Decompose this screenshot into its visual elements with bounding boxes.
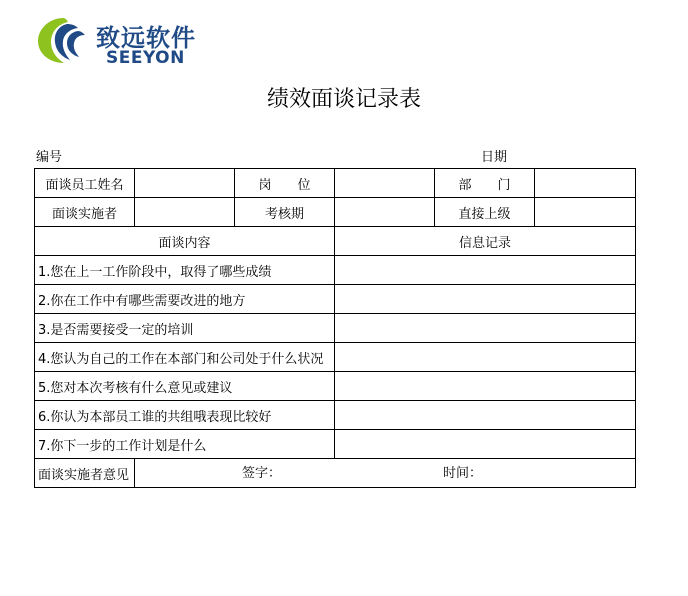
- review-period-field[interactable]: [335, 198, 435, 227]
- table-row: [35, 256, 636, 285]
- table-row: [35, 169, 636, 198]
- table-row: [35, 343, 636, 372]
- interviewer-label: 面谈实施者: [35, 198, 135, 227]
- supervisor-field[interactable]: [535, 198, 636, 227]
- interviewer-opinion-label: 面谈实施者意见: [35, 459, 135, 488]
- table-row: [35, 430, 636, 459]
- answer-field[interactable]: [335, 401, 636, 430]
- table-row: [35, 459, 636, 488]
- appraisal-form-table: [34, 168, 636, 488]
- question-cell: 7.你下一步的工作计划是什么: [35, 430, 335, 459]
- info-column-header: 信息记录: [335, 227, 636, 256]
- date-label: 日期: [481, 150, 508, 165]
- interviewer-field[interactable]: [135, 198, 235, 227]
- content-column-header: 面谈内容: [35, 227, 335, 256]
- serial-number-label: 编号: [36, 150, 63, 165]
- seeyon-logo: [34, 14, 234, 66]
- signature-label: 签字：: [242, 466, 282, 481]
- logo-text-en: SEEYON: [106, 48, 185, 68]
- supervisor-label: 直接上级: [435, 198, 535, 227]
- question-cell: 1.您在上一工作阶段中，取得了哪些成绩: [35, 256, 335, 285]
- table-row: [35, 285, 636, 314]
- review-period-label: 考核期: [235, 198, 335, 227]
- department-label: 部 门: [435, 169, 535, 198]
- question-cell: 3.是否需要接受一定的培训: [35, 314, 335, 343]
- question-cell: 4.您认为自己的工作在本部门和公司处于什么状况: [35, 343, 335, 372]
- table-row: [35, 227, 636, 256]
- answer-field[interactable]: [335, 430, 636, 459]
- table-row: [35, 314, 636, 343]
- question-cell: 2.你在工作中有哪些需要改进的地方: [35, 285, 335, 314]
- table-row: [35, 372, 636, 401]
- logo-text-cn: 致远软件: [96, 24, 196, 52]
- table-row: [35, 401, 636, 430]
- department-field[interactable]: [535, 169, 636, 198]
- position-field[interactable]: [335, 169, 435, 198]
- position-label: 岗 位: [235, 169, 335, 198]
- answer-field[interactable]: [335, 314, 636, 343]
- question-cell: 5.您对本次考核有什么意见或建议: [35, 372, 335, 401]
- page-title: 绩效面谈记录表: [266, 87, 421, 112]
- answer-field[interactable]: [335, 256, 636, 285]
- interviewer-opinion-field[interactable]: [135, 459, 636, 488]
- employee-name-label: 面谈员工姓名: [35, 169, 135, 198]
- employee-name-field[interactable]: [135, 169, 235, 198]
- answer-field[interactable]: [335, 343, 636, 372]
- question-cell: 6.你认为本部员工谁的共组哦表现比较好: [35, 401, 335, 430]
- table-row: [35, 198, 636, 227]
- answer-field[interactable]: [335, 372, 636, 401]
- seeyon-swirl-icon: [34, 14, 94, 66]
- time-label: 时间：: [443, 466, 483, 481]
- answer-field[interactable]: [335, 285, 636, 314]
